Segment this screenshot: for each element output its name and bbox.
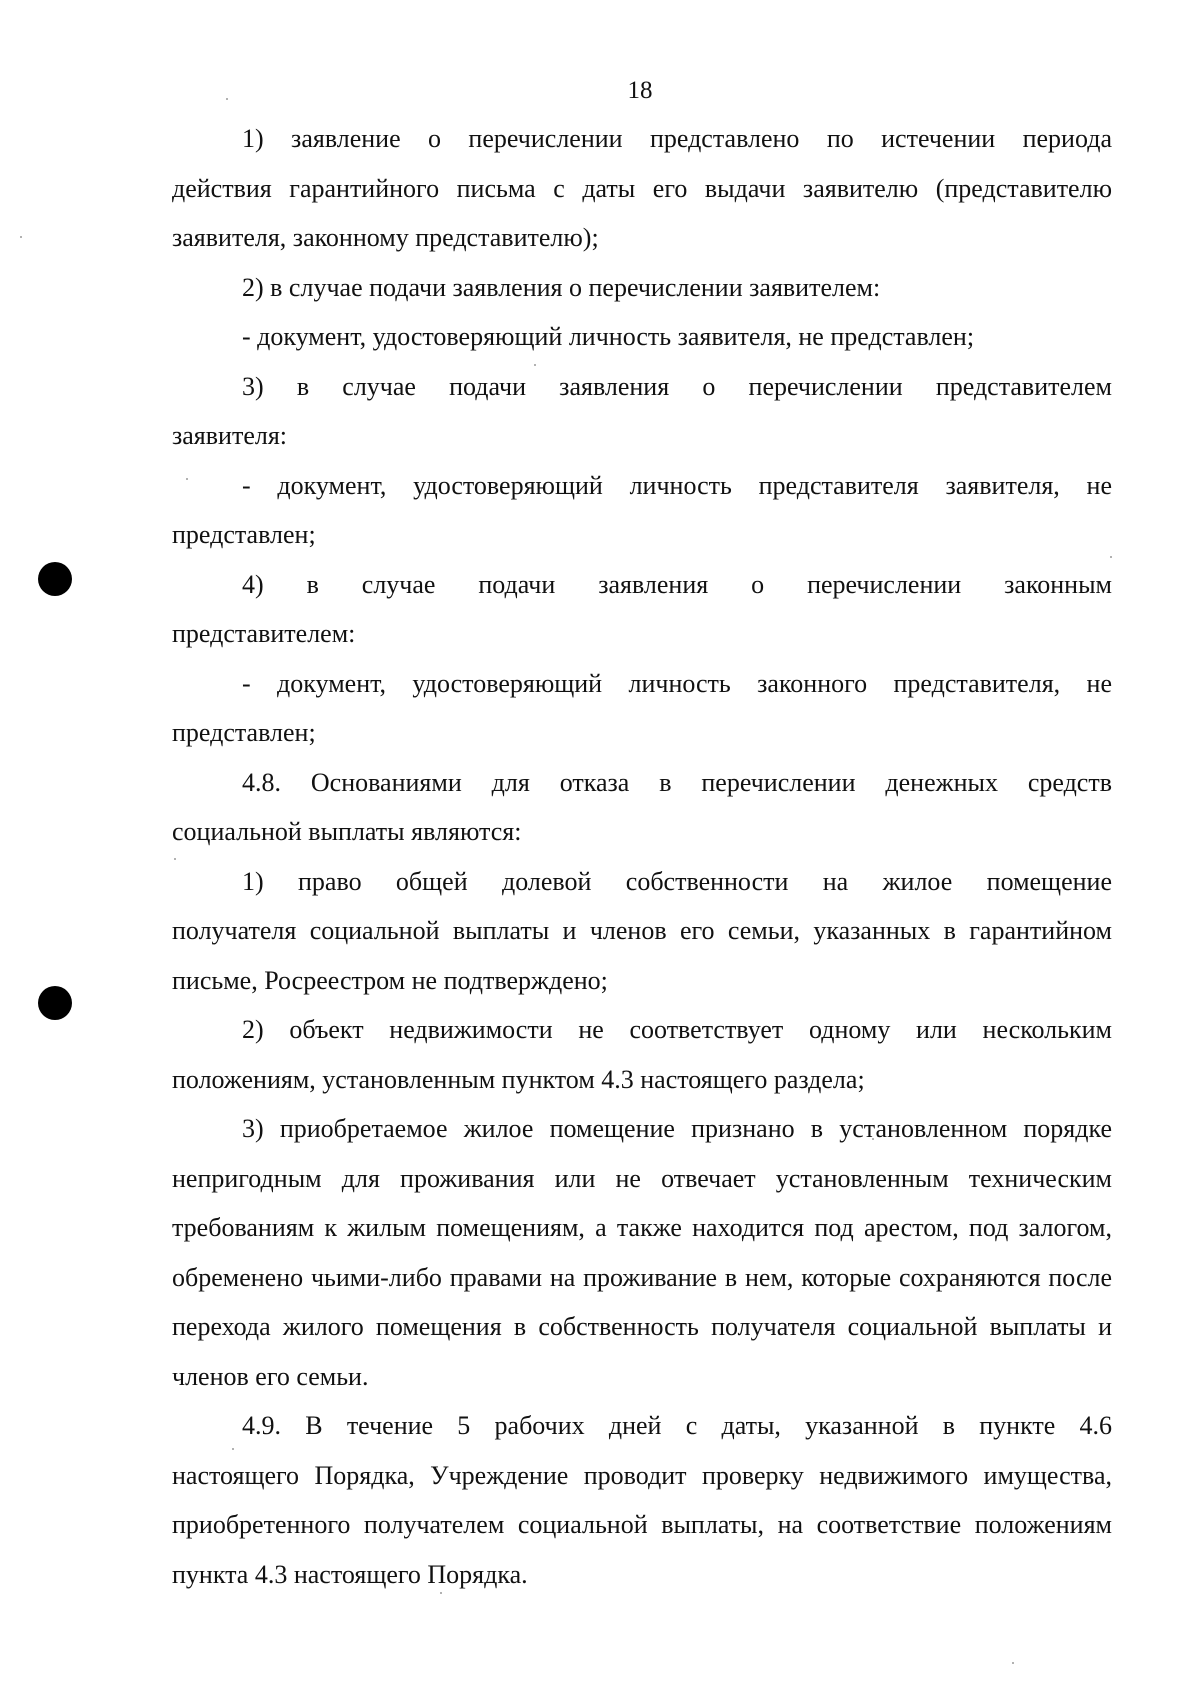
paragraph-continuation: настоящего Порядка, Учреждение проводит проверку недвижимого имущества, приобретенного получателем социальной выплаты, на соответствие положениям пункта 4.3 настоящего Порядка. (172, 1460, 1112, 1589)
paragraph-first-line: 4) в случае подачи заявления о перечислении законным (242, 569, 1112, 599)
document-body (172, 114, 1112, 1599)
paragraph-continuation: представлен; (172, 520, 316, 549)
paragraph-continuation: получателя социальной выплаты и членов его семьи, указанных в гарантийном письме, Росреестром не подтверждено; (172, 916, 1112, 995)
punch-hole (38, 986, 72, 1020)
paragraph-7 (172, 659, 1112, 758)
paragraph-9 (172, 857, 1112, 1006)
paragraph-continuation: непригодным для проживания или не отвечает установленным техническим требованиям к жилым помещениям, а также находится под арестом, под залогом, обременено чьими-либо правами на проживание в нем, которые сохраняются после перехода жилого помещения в собственность получателя социальной выплаты и членов его семьи. (172, 1163, 1112, 1391)
punch-hole (38, 562, 72, 596)
paragraph-1 (172, 114, 1112, 263)
paragraph-6 (172, 560, 1112, 659)
paragraph-5 (172, 461, 1112, 560)
paragraph-8 (172, 758, 1112, 857)
paragraph-2: 2) в случае подачи заявления о перечислении заявителем: (242, 272, 881, 302)
paragraph-continuation: представителем: (172, 619, 356, 648)
paragraph-continuation: действия гарантийного письма с даты его выдачи заявителю (представителю заявителя, законному представителю); (172, 173, 1112, 252)
paragraph-4 (172, 362, 1112, 461)
paragraph-first-line: - документ, удостоверяющий личность представителя заявителя, не (242, 470, 1112, 500)
paragraph-first-line: 2) объект недвижимости не соответствует одному или нескольким (242, 1015, 1112, 1044)
paragraph-11 (172, 1104, 1112, 1401)
page-number: 18 (627, 77, 653, 104)
paragraph-continuation: заявителя: (172, 421, 288, 450)
paragraph-continuation: социальной выплаты являются: (172, 817, 522, 846)
paragraph-first-line: 3) приобретаемое жилое помещение признано в установленном порядке (242, 1114, 1112, 1143)
paragraph-first-line: 4.8. Основаниями для отказа в перечислении денежных средств (242, 767, 1112, 797)
paragraph-first-line: 3) в случае подачи заявления о перечислении представителем (242, 371, 1112, 401)
paragraph-continuation: положениям, установленным пунктом 4.3 настоящего раздела; (172, 1064, 865, 1094)
scan-speck (1012, 1662, 1014, 1664)
paragraph-first-line: - документ, удостоверяющий личность законного представителя, не (242, 668, 1112, 698)
paragraph-3: - документ, удостоверяющий личность заявителя, не представлен; (242, 322, 975, 351)
paragraph-first-line: 4.9. В течение 5 рабочих дней с даты, указанной в пункте 4.6 (242, 1411, 1112, 1440)
paragraph-continuation: представлен; (172, 718, 316, 747)
paragraph-12 (172, 1401, 1112, 1599)
scan-speck (20, 236, 22, 238)
paragraph-first-line: 1) право общей долевой собственности на жилое помещение (242, 866, 1112, 896)
paragraph-first-line: 1) заявление о перечислении представлено по истечении периода (242, 124, 1112, 153)
paragraph-10 (172, 1005, 1112, 1104)
